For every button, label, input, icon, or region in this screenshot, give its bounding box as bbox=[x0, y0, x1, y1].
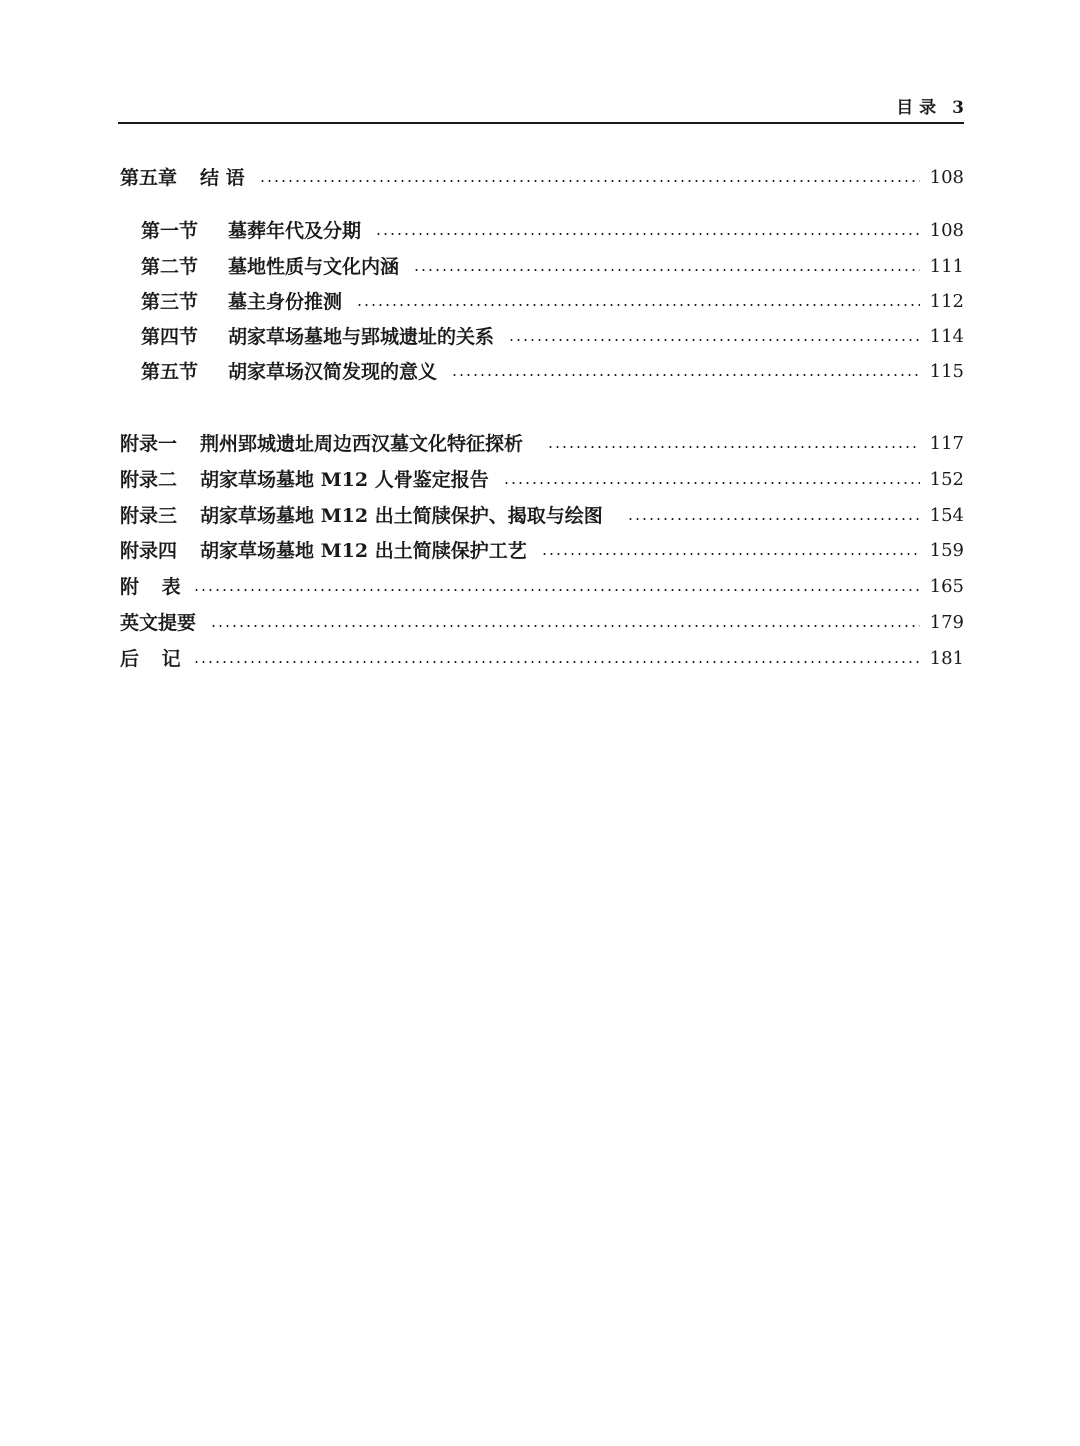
toc-appendix-label: 附录一 bbox=[120, 433, 178, 455]
toc-appendix-label: 附录三 bbox=[120, 505, 178, 527]
toc-section-label: 第五节 bbox=[141, 361, 199, 383]
toc-appendix-label: 附录二 bbox=[120, 469, 178, 491]
toc-section-title: 墓地性质与文化内涵 bbox=[228, 256, 400, 278]
toc-appendix-row[interactable] bbox=[120, 573, 964, 601]
toc-appendix-row[interactable] bbox=[120, 466, 964, 494]
toc-section-row[interactable] bbox=[141, 358, 964, 386]
toc-section-title: 胡家草场墓地与郢城遗址的关系 bbox=[228, 326, 495, 348]
toc-appendix-row[interactable] bbox=[120, 502, 964, 530]
toc-page-number: 165 bbox=[929, 576, 964, 597]
toc-page-number: 159 bbox=[929, 540, 964, 561]
toc-page-number: 179 bbox=[929, 612, 964, 633]
header-page-number: 3 bbox=[952, 98, 964, 118]
toc-section-title: 墓葬年代及分期 bbox=[228, 220, 362, 242]
toc-leader-dots bbox=[503, 482, 920, 484]
toc-leader-dots bbox=[193, 661, 920, 663]
toc-chapter-title: 结 语 bbox=[200, 167, 245, 189]
toc-appendix-label: 后 记 bbox=[120, 648, 189, 670]
toc-section-label: 第二节 bbox=[141, 256, 199, 278]
toc-page-number: 112 bbox=[929, 291, 964, 312]
toc-appendix-row[interactable] bbox=[120, 430, 964, 458]
header-rule bbox=[118, 122, 964, 124]
toc-section-title: 胡家草场汉简发现的意义 bbox=[228, 361, 438, 383]
toc-section-label: 第三节 bbox=[141, 291, 199, 313]
toc-page-number: 111 bbox=[929, 256, 964, 277]
toc-appendix-title: 胡家草场墓地 M12 出土简牍保护工艺 bbox=[200, 540, 527, 562]
toc-appendix-label: 附 表 bbox=[120, 576, 189, 598]
toc-leader-dots bbox=[451, 374, 920, 376]
toc-chapter-label: 第五章 bbox=[120, 167, 178, 189]
header-section-title: 目 录 bbox=[896, 98, 937, 118]
toc-section-row[interactable] bbox=[141, 288, 964, 316]
toc-leader-dots bbox=[508, 339, 920, 341]
toc-section-label: 第四节 bbox=[141, 326, 199, 348]
toc-chapter-row[interactable] bbox=[120, 164, 964, 192]
toc-page-number: 108 bbox=[929, 220, 964, 241]
toc-leader-dots bbox=[356, 304, 920, 306]
toc-leader-dots bbox=[541, 553, 920, 555]
toc-appendix-row[interactable] bbox=[120, 645, 964, 673]
toc-page-number: 181 bbox=[929, 648, 964, 669]
toc-section-row[interactable] bbox=[141, 217, 964, 245]
running-header bbox=[118, 96, 964, 120]
toc-section-row[interactable] bbox=[141, 253, 964, 281]
toc-section-label: 第一节 bbox=[141, 220, 199, 242]
toc-appendix-row[interactable] bbox=[120, 537, 964, 565]
toc-leader-dots bbox=[627, 518, 920, 520]
toc-leader-dots bbox=[193, 589, 920, 591]
toc-page-number: 117 bbox=[929, 433, 964, 454]
toc-page-number: 115 bbox=[929, 361, 964, 382]
toc-appendix-label: 附录四 bbox=[120, 540, 178, 562]
toc-page-number: 154 bbox=[929, 505, 964, 526]
toc-leader-dots bbox=[547, 446, 920, 448]
toc-appendix-title: 胡家草场墓地 M12 人骨鉴定报告 bbox=[200, 469, 489, 491]
toc-page-number: 114 bbox=[929, 326, 964, 347]
toc-leader-dots bbox=[413, 269, 920, 271]
toc-section-row[interactable] bbox=[141, 323, 964, 351]
toc-page-number: 108 bbox=[929, 167, 964, 188]
toc-page-number: 152 bbox=[929, 469, 964, 490]
toc-appendix-title: 荆州郢城遗址周边西汉墓文化特征探析 bbox=[200, 433, 524, 455]
toc-appendix-label: 英文提要 bbox=[120, 612, 197, 634]
toc-leader-dots bbox=[210, 625, 920, 627]
toc-appendix-title: 胡家草场墓地 M12 出土简牍保护、揭取与绘图 bbox=[200, 505, 603, 527]
toc-leader-dots bbox=[259, 180, 920, 182]
toc-leader-dots bbox=[375, 233, 920, 235]
toc-appendix-row[interactable] bbox=[120, 609, 964, 637]
toc-section-title: 墓主身份推测 bbox=[228, 291, 343, 313]
